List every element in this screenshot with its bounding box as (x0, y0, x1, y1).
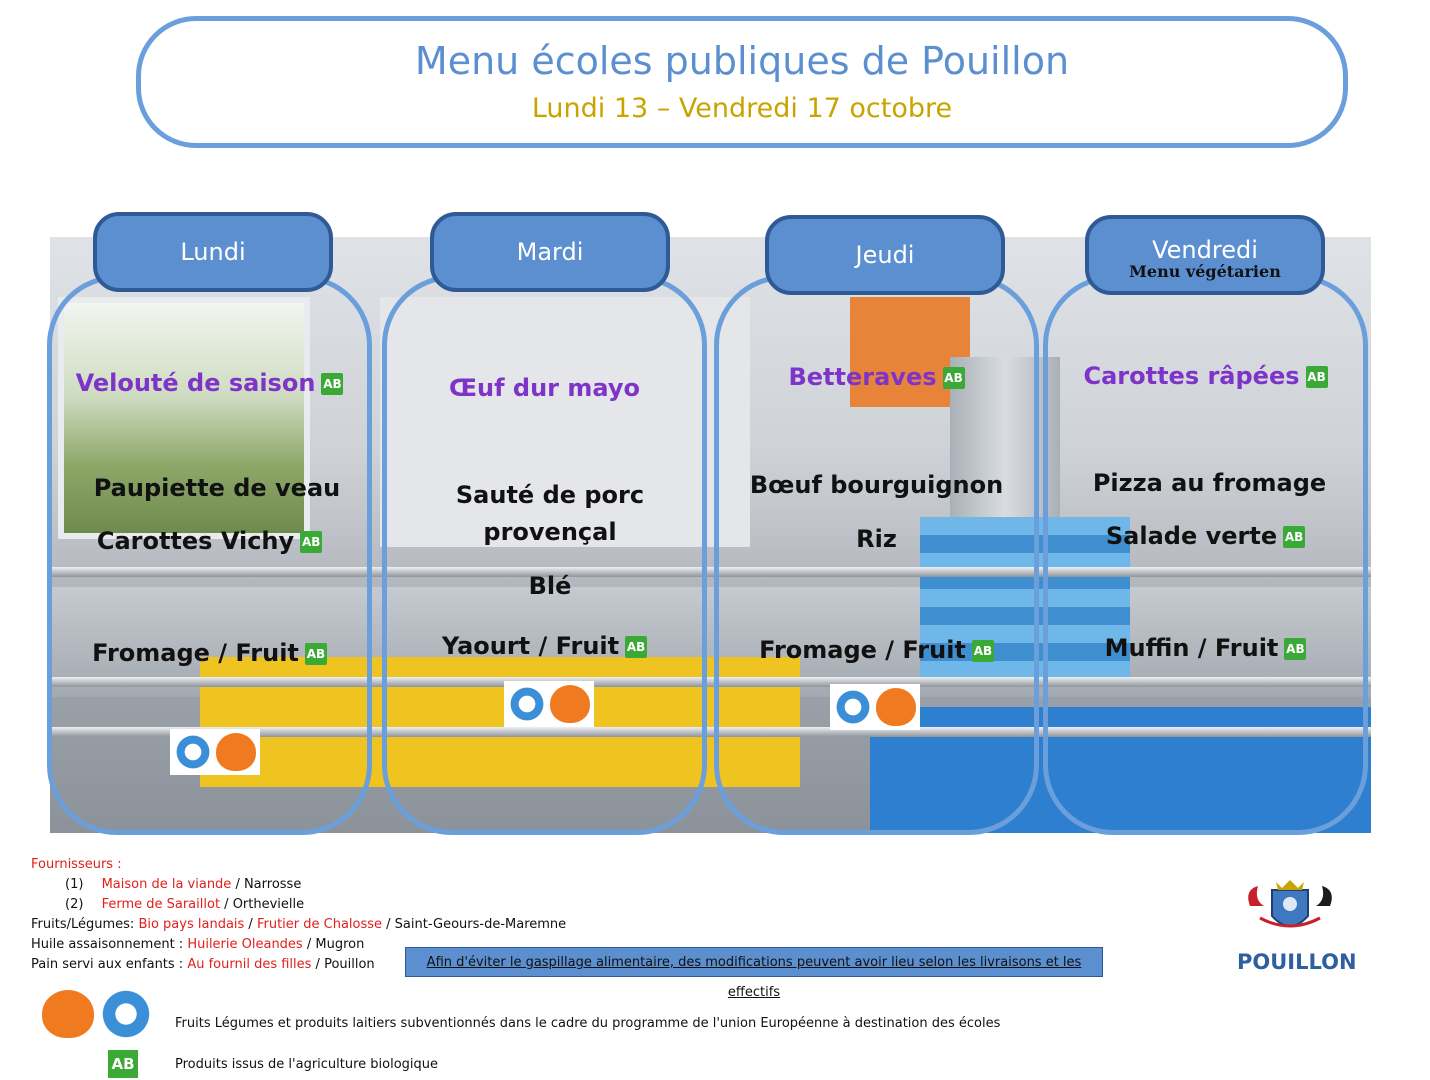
organic-icon: AB (1306, 366, 1328, 388)
dessert-text: Fromage / Fruit (92, 639, 299, 667)
dessert-text: Yaourt / Fruit (441, 632, 620, 660)
eu-program-logos (170, 729, 260, 775)
entree-text: Carottes râpées (1083, 362, 1300, 390)
page-title: Menu écoles publiques de Pouillon (414, 39, 1070, 83)
fruit-program-icon (876, 688, 916, 726)
supplier-label: Huile assaisonnement : (31, 937, 188, 952)
organic-icon: AB (625, 636, 647, 658)
menu-dessert (714, 636, 1039, 664)
dessert-text: Muffin / Fruit (1104, 634, 1279, 662)
day-tab-lundi (93, 212, 333, 292)
side-text: Carottes Vichy (96, 527, 295, 555)
menu-side: Riz (856, 525, 897, 553)
dessert-text: Fromage / Fruit (759, 636, 966, 664)
eu-program-logos (504, 681, 594, 727)
day-name: Vendredi (1152, 236, 1258, 264)
header-box (136, 16, 1348, 148)
week-dates: Lundi 13 – Vendredi 17 octobre (531, 93, 953, 124)
organic-icon: AB (305, 643, 327, 665)
menu-entree (1043, 362, 1368, 390)
organic-icon: AB (1283, 526, 1305, 548)
milk-program-icon (100, 988, 152, 1040)
column-mardi (382, 275, 707, 835)
fruit-program-icon (216, 733, 256, 771)
supplier-name: Au fournil des filles (187, 957, 312, 972)
day-name: Mardi (516, 238, 584, 266)
supplier-label: Pain servi aux enfants : (31, 957, 188, 972)
eu-program-logos (830, 684, 920, 730)
supplier-bread (31, 957, 375, 972)
legend-organic: Produits issus de l'agriculture biologique (175, 1057, 439, 1072)
menu-main: Sauté de porc (455, 481, 645, 509)
column-vendredi (1043, 275, 1368, 835)
supplier-1 (65, 877, 301, 892)
supplier-place: / Pouillon (311, 957, 375, 972)
organic-icon: AB (1284, 638, 1306, 660)
supplier-name: Frutier de Chalosse (256, 917, 383, 932)
suppliers-title: Fournisseurs : (31, 857, 122, 872)
organic-icon: AB (321, 373, 343, 395)
supplier-name: Ferme de Saraillot (101, 897, 221, 912)
menu-main: Paupiette de veau (93, 474, 341, 502)
supplier-2 (65, 897, 304, 912)
supplier-place: / Narrosse (231, 877, 302, 892)
organic-icon: AB (300, 531, 322, 553)
milk-program-icon (174, 733, 212, 771)
menu-main: Bœuf bourguignon (749, 471, 1004, 499)
organic-icon: AB (108, 1050, 138, 1078)
menu-main-line2: provençal (483, 518, 617, 546)
separator: / (244, 917, 257, 932)
menu-dessert (47, 639, 372, 667)
supplier-oil (31, 937, 364, 952)
organic-icon: AB (972, 640, 994, 662)
day-name: Jeudi (855, 241, 915, 269)
fruit-program-icon (42, 990, 94, 1038)
supplier-fruits-vegetables (31, 917, 566, 932)
day-name: Lundi (180, 238, 246, 266)
menu-side: Blé (528, 572, 572, 600)
entree-text: Betteraves (788, 363, 937, 391)
supplier-name: Huilerie Oleandes (187, 937, 303, 952)
day-tab-vendredi (1085, 215, 1325, 295)
supplier-number: (1) (65, 877, 84, 892)
town-name: POUILLON (1237, 950, 1357, 974)
menu-dessert (382, 632, 707, 660)
entree-text: Velouté de saison (75, 369, 316, 397)
organic-icon: AB (943, 367, 965, 389)
milk-program-icon (834, 688, 872, 726)
food-waste-notice: Afin d'éviter le gaspillage alimentaire, des modifications peuvent avoir lieu selon les livraisons et les effectifs (405, 947, 1103, 977)
day-tab-jeudi (765, 215, 1005, 295)
supplier-place: / Orthevielle (220, 897, 305, 912)
menu-side (1043, 522, 1368, 550)
menu-entree: Œuf dur mayo (449, 374, 640, 402)
menu-entree (714, 363, 1039, 391)
supplier-place: / Saint-Geours-de-Maremne (382, 917, 567, 932)
vegetarian-note: Menu végétarien (1129, 262, 1281, 281)
menu-side (47, 527, 372, 555)
supplier-name: Maison de la viande (101, 877, 232, 892)
menu-dessert (1043, 634, 1368, 662)
day-tab-mardi (430, 212, 670, 292)
legend-eu-program: Fruits Légumes et produits laitiers subventionnés dans le cadre du programme de l'union Européenne à destination des écoles (175, 1016, 1001, 1031)
fruit-program-icon (550, 685, 590, 723)
side-text: Salade verte (1105, 522, 1278, 550)
supplier-name: Bio pays landais (138, 917, 245, 932)
pouillon-crest-icon (1240, 876, 1340, 940)
supplier-label: Fruits/Légumes: (31, 917, 139, 932)
supplier-number: (2) (65, 897, 84, 912)
menu-entree (47, 369, 372, 397)
column-jeudi (714, 275, 1039, 835)
supplier-place: / Mugron (302, 937, 365, 952)
milk-program-icon (508, 685, 546, 723)
menu-main: Pizza au fromage (1092, 469, 1327, 497)
